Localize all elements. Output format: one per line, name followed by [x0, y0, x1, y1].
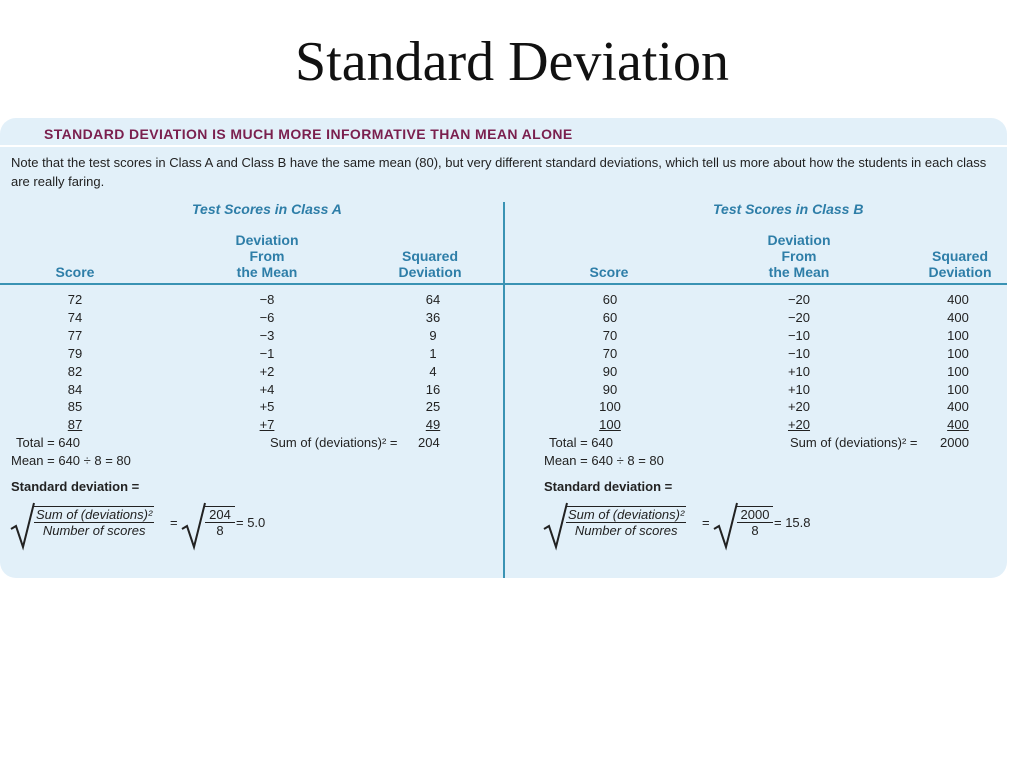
equals-sign: =: [170, 515, 178, 530]
table-cell: 100: [947, 363, 969, 379]
class-b-sd-label: Standard deviation =: [544, 479, 673, 494]
value-numerator: 2000: [737, 506, 773, 523]
class-a-total: Total = 640: [16, 435, 80, 450]
table-cell: 82: [67, 363, 83, 379]
table-cell: 60: [602, 309, 618, 325]
deviation-header-line: From: [781, 248, 817, 264]
squared-header-line: Squared: [931, 248, 988, 264]
table-cell: +5: [259, 399, 275, 415]
table-cell: 16: [425, 381, 441, 397]
panel-heading: STANDARD DEVIATION IS MUCH MORE INFORMATIVE THAN MEAN ALONE: [44, 126, 573, 142]
table-cell: +2: [259, 363, 275, 379]
formula-numerator: Sum of (deviations)²: [568, 507, 685, 522]
class-b-total: Total = 640: [549, 435, 613, 450]
table-cell: 25: [425, 399, 441, 415]
sqrt-symbol-icon: [713, 501, 739, 551]
table-cell: 100: [947, 381, 969, 397]
table-cell: 400: [947, 417, 969, 433]
table-cell: 100: [599, 417, 621, 433]
header-divider: [0, 283, 1007, 285]
deviation-header-line: the Mean: [236, 264, 298, 280]
formula-denominator: Number of scores: [42, 523, 146, 538]
table-cell: 85: [67, 399, 83, 415]
table-cell: −6: [259, 309, 275, 325]
class-a-title: Test Scores in Class A: [192, 201, 342, 217]
class-b-sum-value: 2000: [940, 435, 969, 450]
table-cell: −20: [787, 292, 811, 307]
value-denominator: 8: [751, 523, 759, 538]
table-cell: −10: [787, 327, 811, 343]
class-b-formula-fraction: [566, 506, 686, 538]
value-denominator: 8: [216, 523, 224, 538]
table-cell: −10: [787, 345, 811, 361]
class-a-result: = 5.0: [236, 515, 266, 530]
table-cell: 72: [67, 292, 83, 307]
table-cell: 1: [429, 345, 437, 361]
class-b-result: = 15.8: [774, 515, 811, 530]
table-cell: 60: [602, 292, 618, 307]
deviation-header-line: Deviation: [767, 232, 831, 248]
deviation-header-line: From: [249, 248, 285, 264]
formula-denominator: Number of scores: [574, 523, 678, 538]
squared-header-line: Deviation: [928, 264, 992, 280]
slide-title: Standard Deviation: [295, 31, 729, 93]
table-cell: +20: [787, 417, 811, 433]
table-cell: 36: [425, 309, 441, 325]
table-cell: 90: [602, 381, 618, 397]
table-cell: 100: [599, 399, 621, 415]
table-cell: −8: [259, 292, 275, 307]
heading-divider: [0, 145, 1007, 147]
value-numerator: 204: [205, 506, 235, 523]
table-cell: 90: [602, 363, 618, 379]
class-a-mean: Mean = 640 ÷ 8 = 80: [11, 453, 131, 468]
class-a-sd-label: Standard deviation =: [11, 479, 140, 494]
info-panel: [0, 118, 1007, 578]
class-a-formula-fraction: [34, 506, 154, 538]
class-a-sum-label: Sum of (deviations)² =: [270, 435, 398, 450]
table-cell: 400: [947, 309, 969, 325]
class-b-deviation-header: [749, 232, 849, 280]
table-cell: 4: [429, 363, 437, 379]
table-cell: 49: [425, 417, 441, 433]
class-b-sum-label: Sum of (deviations)² =: [790, 435, 918, 450]
class-b-squared-header: [920, 248, 1000, 280]
class-a-score-header: Score: [55, 264, 95, 280]
table-cell: +4: [259, 381, 275, 397]
table-cell: +7: [259, 417, 275, 433]
class-a-value-fraction: [205, 506, 235, 538]
class-a-sum-value: 204: [418, 435, 440, 450]
table-cell: +10: [787, 363, 811, 379]
equals-sign: =: [702, 515, 710, 530]
squared-header-line: Deviation: [398, 264, 462, 280]
table-cell: +20: [787, 399, 811, 415]
table-cell: −20: [787, 309, 811, 325]
table-cell: 100: [947, 345, 969, 361]
squared-header-line: Squared: [401, 248, 458, 264]
class-a-deviation-header: [217, 232, 317, 280]
class-b-title: Test Scores in Class B: [713, 201, 864, 217]
table-cell: 70: [602, 327, 618, 343]
panel-intro: Note that the test scores in Class A and Class B have the same mean (80), but very different standard deviations, which tell us more about how the students in each class are really faring.: [11, 155, 987, 189]
formula-numerator: Sum of (deviations)²: [36, 507, 153, 522]
table-cell: 400: [947, 399, 969, 415]
column-divider: [503, 202, 505, 578]
deviation-header-line: the Mean: [768, 264, 830, 280]
table-cell: 74: [67, 309, 83, 325]
table-cell: 87: [67, 417, 83, 433]
sqrt-symbol-icon: [181, 501, 207, 551]
class-b-mean: Mean = 640 ÷ 8 = 80: [544, 453, 664, 468]
table-cell: 9: [429, 327, 437, 343]
table-cell: −3: [259, 327, 275, 343]
table-cell: 77: [67, 327, 83, 343]
class-b-score-header: Score: [589, 264, 629, 280]
table-cell: 70: [602, 345, 618, 361]
table-cell: 100: [947, 327, 969, 343]
table-cell: 79: [67, 345, 83, 361]
class-a-squared-header: [390, 248, 470, 280]
table-cell: 400: [947, 292, 969, 307]
table-cell: 64: [425, 292, 441, 307]
table-cell: 84: [67, 381, 83, 397]
class-b-value-fraction: [737, 506, 773, 538]
sqrt-symbol-icon: [10, 501, 36, 551]
table-cell: −1: [259, 345, 275, 361]
deviation-header-line: Deviation: [235, 232, 299, 248]
table-cell: +10: [787, 381, 811, 397]
